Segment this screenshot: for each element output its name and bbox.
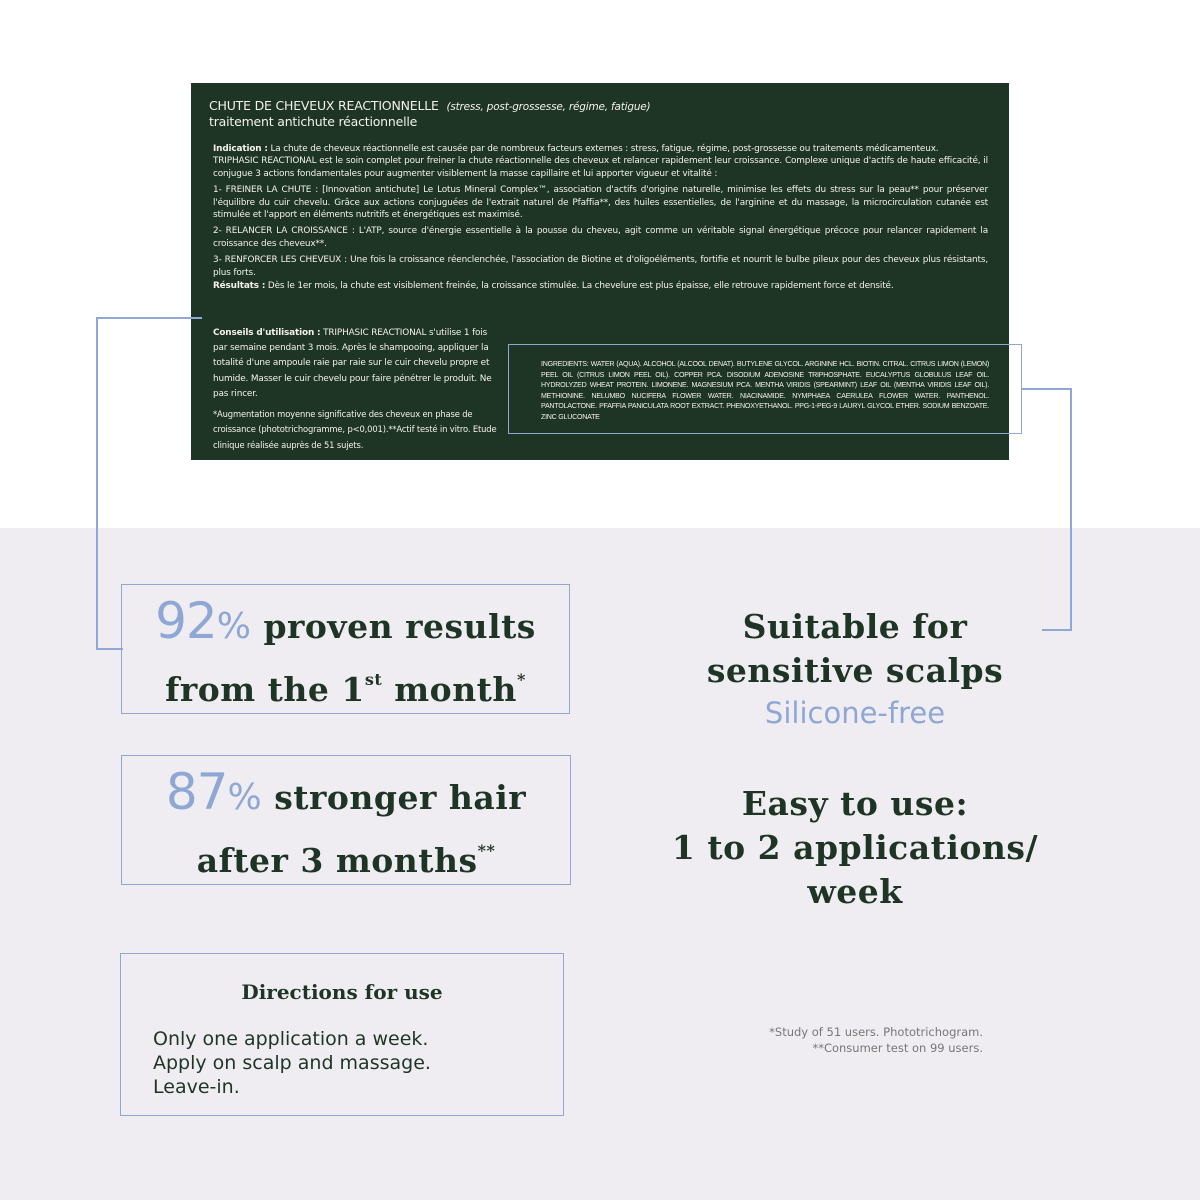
- stat-results-line2: [122, 660, 569, 710]
- label-subtitle: traitement antichute réactionnelle: [209, 114, 418, 129]
- directions-title: Directions for use: [241, 980, 443, 1004]
- stat-stronger-text: stronger hair: [274, 778, 527, 817]
- label-title-note: (stress, post-grossesse, régime, fatigue): [446, 101, 651, 113]
- stat-stronger-mark: **: [477, 841, 496, 860]
- label-footnote: *Augmentation moyenne significative des cheveux en phase de croissance (phototrichogramme, p<0,001).**Actif testé in vitro. Etude clinique réalisée auprès de 51 sujets.: [213, 409, 497, 450]
- connector-left-horizontal-bottom: [96, 648, 123, 650]
- stat-box-results: [121, 584, 570, 714]
- stat-results-mark: *: [516, 670, 526, 689]
- stat-results-percent: 92%: [155, 592, 252, 650]
- easy-line-3: week: [807, 872, 903, 911]
- stat-results-line1: [122, 593, 569, 655]
- stat-results-text: proven results: [263, 607, 536, 646]
- directions-line-3: Leave-in.: [153, 1076, 240, 1098]
- action-2-paragraph: 2- RELANCER LA CROISSANCE : L'ATP, source d'énergie essentielle à la pousse du cheveu, agit comme un véritable signal énergétique précoce pour relancer rapidement la croissance des cheveux**.: [213, 226, 988, 249]
- results-text: Dès le 1er mois, la chute est visiblement freinée, la croissance stimulée. La chevelure est plus épaisse, elle retrouve rapidement force et densité.: [267, 281, 894, 292]
- directions-box: [120, 953, 564, 1116]
- easy-use-claim: [640, 782, 1070, 914]
- results-label: Résultats :: [213, 281, 266, 292]
- label-title: [209, 98, 650, 113]
- sensitive-line-2: sensitive scalps: [706, 651, 1004, 690]
- ingredients-highlight-box: [508, 344, 1022, 434]
- action-3-paragraph: 3- RENFORCER LES CHEVEUX : Une fois la croissance réenclenchée, l'association de Biotine et d'oligoéléments, fortifie et nourrit le bulbe pileux pour des cheveux plus résistants, plus forts.: [213, 255, 988, 278]
- ingredients-list: INGREDIENTS: WATER (AQUA). ALCOHOL (ALCOOL DENAT). BUTYLENE GLYCOL. ARGININE HCL. BIOTIN. CITRAL. CITRUS LIMON (LEMON) PEEL OIL (CITRUS LIMON PEEL OIL). COPPER PCA. DISODIUM ADENOSINE TRIPHOSPHATE. EUCALYPTUS GLOBULUS LEAF OIL. HYDROLYZED WHEAT PROTEIN. LIMONENE. MAGNESIUM PCA. MENTHA VIRIDIS (SPEARMINT) LEAF OIL (MENTHA VIRIDIS LEAF OIL). METHIONINE. NELUMBO NUCIFERA FLOWER WATER. NIACINAMIDE. NYMPHAEA CAERULEA FLOWER WATER. PANTHENOL. PANTOLACTONE. PFAFFIA PANICULATA ROOT EXTRACT. PHENOXYETHANOL. PPG-1-PEG-9 LAURYL GLYCOL ETHER. SODIUM BENZOATE. ZINC GLUCONATE: [541, 360, 989, 421]
- connector-right-vertical: [1070, 388, 1072, 631]
- connector-left-vertical: [96, 317, 98, 649]
- footnotes: [700, 1024, 983, 1056]
- sensitive-line-1: Suitable for: [742, 607, 968, 646]
- label-body: [213, 143, 988, 296]
- footnote-1: *Study of 51 users. Phototrichogram.: [769, 1025, 983, 1039]
- usage-advice: [213, 326, 498, 402]
- sensitive-claim: [640, 605, 1070, 733]
- easy-line-1: Easy to use:: [741, 784, 969, 823]
- action-1-paragraph: 1- FREINER LA CHUTE : [Innovation antichute] Le Lotus Mineral Complex™, association d'actifs d'origine naturelle, minimise les effets du stress sur la peau** pour préserver l'équilibre du cuir chevelu. Grâce aux actions conjuguées de l'extrait naturel de Pfaffia**, des huiles essentielles, de l'arginine et du massage, la microcirculation cutanée est stimulée et l'apport en éléments nutritifs et énergétiques est maximisé.: [213, 185, 988, 221]
- directions-line-1: Only one application a week.: [153, 1028, 429, 1050]
- label-title-main: CHUTE DE CHEVEUX REACTIONNELLE: [209, 98, 439, 113]
- stat-stronger-line2: [122, 831, 570, 881]
- stat-box-stronger: [121, 755, 571, 885]
- stat-results-line2-start: from the 1: [165, 670, 365, 709]
- triphasic-text: TRIPHASIC REACTIONAL est le soin complet pour freiner la chute réactionnelle des cheveux et relancer rapidement leur croissance. Complexe unique d'actifs de haute efficacité, il conjugue 3 actions fondamentales pour augmenter visiblement la masse capillaire et lui apporter vigueur et vitalité :: [213, 156, 988, 179]
- silicone-free-label: Silicone-free: [764, 696, 946, 730]
- easy-line-2: 1 to 2 applications/: [671, 828, 1039, 867]
- connector-right-horizontal-top: [1021, 388, 1071, 390]
- stat-stronger-line1: [122, 764, 570, 826]
- stat-results-line2-end: month: [394, 670, 517, 709]
- results-paragraph: [213, 280, 988, 292]
- stat-stronger-line2-text: after 3 months: [196, 841, 478, 880]
- stat-stronger-percent: 87%: [165, 763, 263, 821]
- usage-advice-label: Conseils d'utilisation :: [213, 328, 321, 338]
- indication-paragraph: [213, 143, 988, 180]
- usage-advice-text: TRIPHASIC REACTIONAL s'utilise 1 fois par semaine pendant 3 mois. Après le shampooing, appliquer la totalité d'une ampoule raie par raie sur le cuir chevelu propre et humide. Masser le cuir chevelu pour faire pénétrer le produit. Ne pas rincer.: [213, 328, 492, 399]
- connector-left-horizontal-top: [96, 317, 202, 319]
- directions-line-2: Apply on scalp and massage.: [153, 1052, 431, 1074]
- directions-text: [153, 1027, 431, 1099]
- indication-text: La chute de cheveux réactionnelle est causée par de nombreux facteurs externes : stress, fatigue, régime, post-grossesse ou traitements médicamenteux.: [270, 144, 939, 154]
- footnote-2: **Consumer test on 99 users.: [812, 1041, 983, 1055]
- indication-label: Indication :: [213, 144, 268, 154]
- stat-results-ordinal: st: [364, 670, 383, 689]
